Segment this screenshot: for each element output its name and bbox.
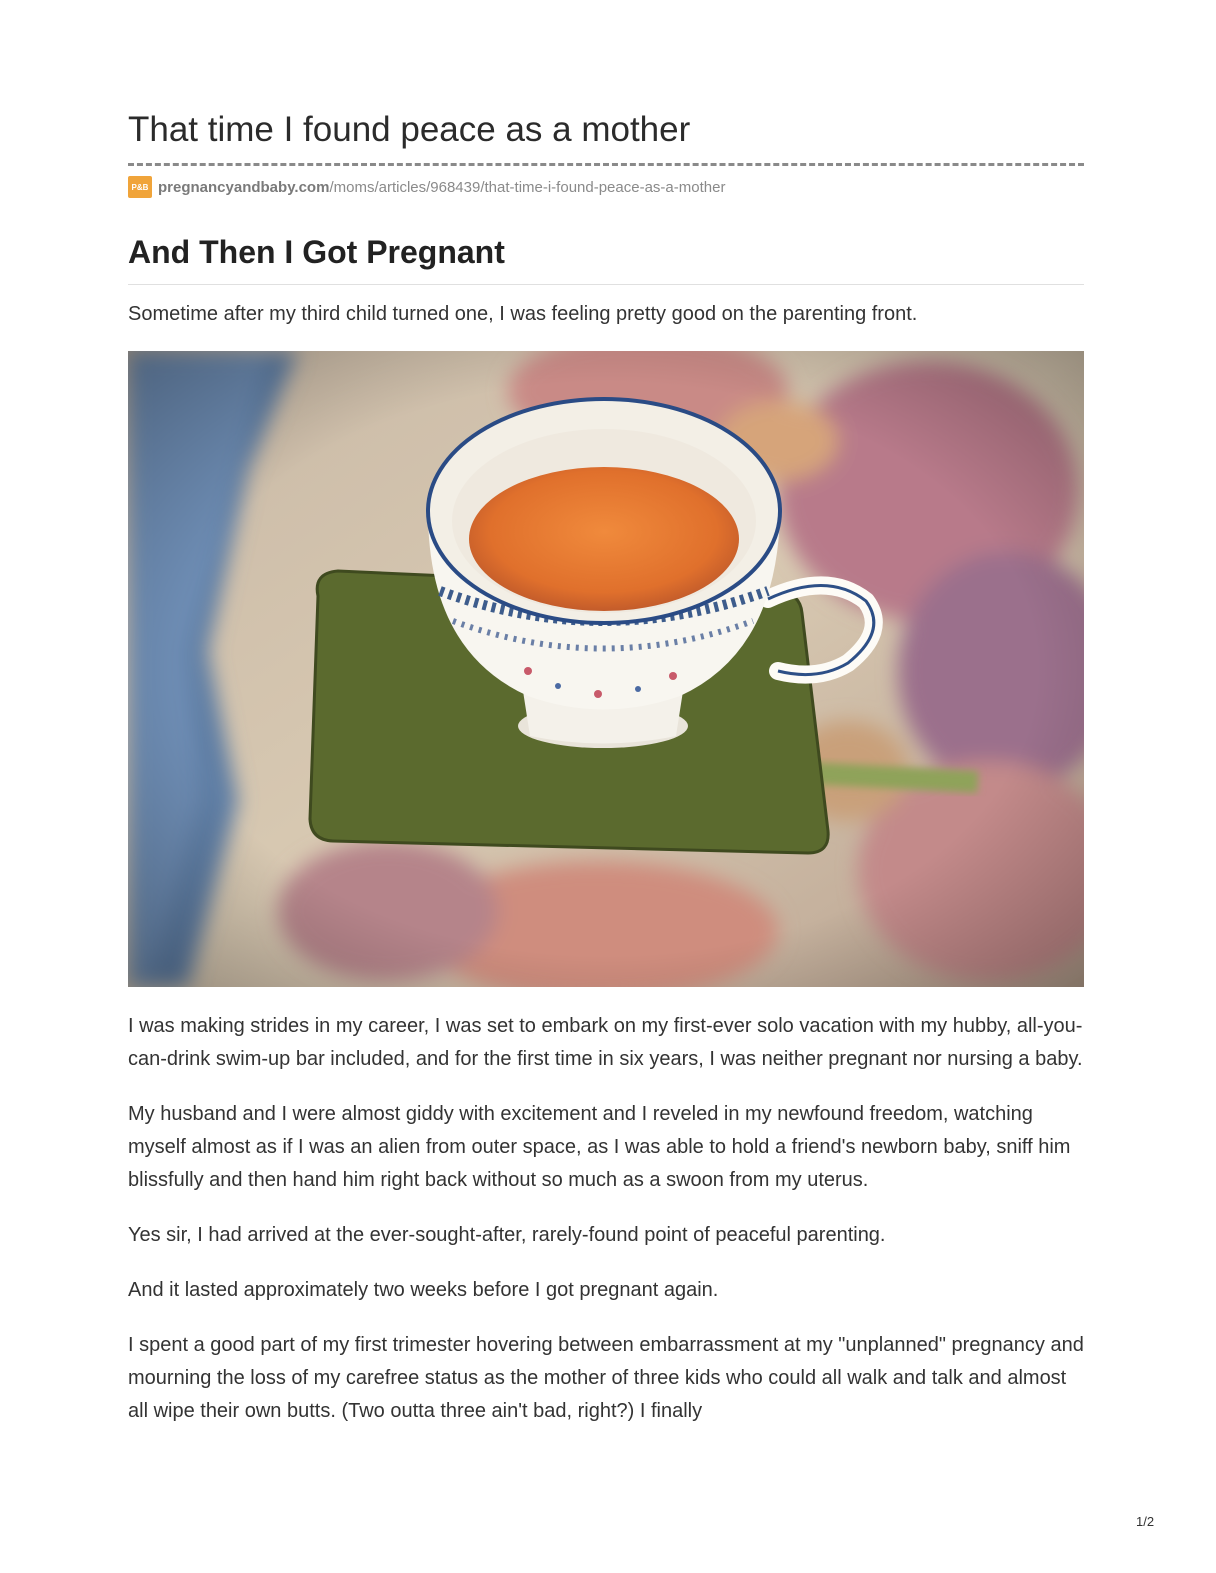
source-domain: pregnancyandbaby.com bbox=[158, 178, 330, 196]
article-paragraph: I spent a good part of my first trimester hovering between embarrassment at my "unplanned" pregnancy and mourning the loss of my carefree status as the mother of three kids who could all walk and talk and almost all wipe their own butts. (Two outta three ain't bad, right?) I finally bbox=[128, 1334, 1084, 1422]
source-path: /moms/articles/968439/that-time-i-found-peace-as-a-mother bbox=[329, 178, 726, 196]
lead-paragraph: Sometime after my third child turned one, I was feeling pretty good on the parenting front. bbox=[128, 303, 918, 325]
teacup-photo bbox=[128, 351, 1084, 987]
site-favicon-icon: P&B bbox=[128, 176, 152, 198]
article-paragraph: And it lasted approximately two weeks before I got pregnant again. bbox=[128, 1279, 719, 1301]
article-body bbox=[128, 1010, 1084, 1450]
article-paragraph: I was making strides in my career, I was set to embark on my first-ever solo vacation with my hubby, all-you-can-drink swim-up bar included, and for the first time in six years, I was neither pregnant nor nursing a baby. bbox=[128, 1015, 1083, 1070]
section-heading: And Then I Got Pregnant bbox=[128, 234, 505, 270]
source-url[interactable] bbox=[158, 179, 725, 196]
title-divider bbox=[128, 163, 1084, 166]
page-number: 1/2 bbox=[1136, 1514, 1155, 1529]
article-paragraph: Yes sir, I had arrived at the ever-sought-after, rarely-found point of peaceful parenting. bbox=[128, 1224, 886, 1246]
article-paragraph: My husband and I were almost giddy with excitement and I reveled in my newfound freedom, watching myself almost as if I was an alien from outer space, as I was able to hold a friend's newborn baby, sniff him blissfully and then hand him right back without so much as a swoon from my uterus. bbox=[128, 1103, 1071, 1191]
heading-divider bbox=[128, 284, 1084, 285]
page-title: That time I found peace as a mother bbox=[128, 110, 691, 149]
source-link[interactable] bbox=[128, 176, 725, 198]
